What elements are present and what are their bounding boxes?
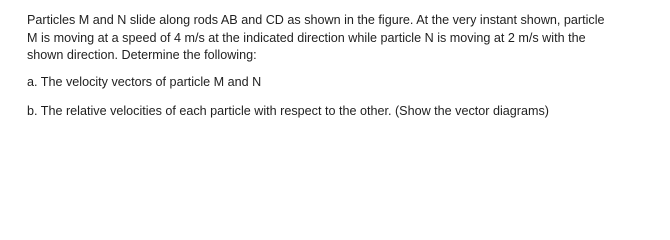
intro-line-1: Particles M and N slide along rods AB and CD as shown in the figure. At the very instant shown, particle xyxy=(27,13,605,27)
problem-statement xyxy=(27,12,657,121)
question-b: b. The relative velocities of each particle with respect to the other. (Show the vector diagrams) xyxy=(27,104,549,118)
intro-line-2: M is moving at a speed of 4 m/s at the indicated direction while particle N is moving at 2 m/s with the xyxy=(27,30,586,45)
question-a: a. The velocity vectors of particle M and N xyxy=(27,74,262,89)
problem-intro xyxy=(27,12,657,65)
intro-line-3: shown direction. Determine the following: xyxy=(27,48,257,62)
